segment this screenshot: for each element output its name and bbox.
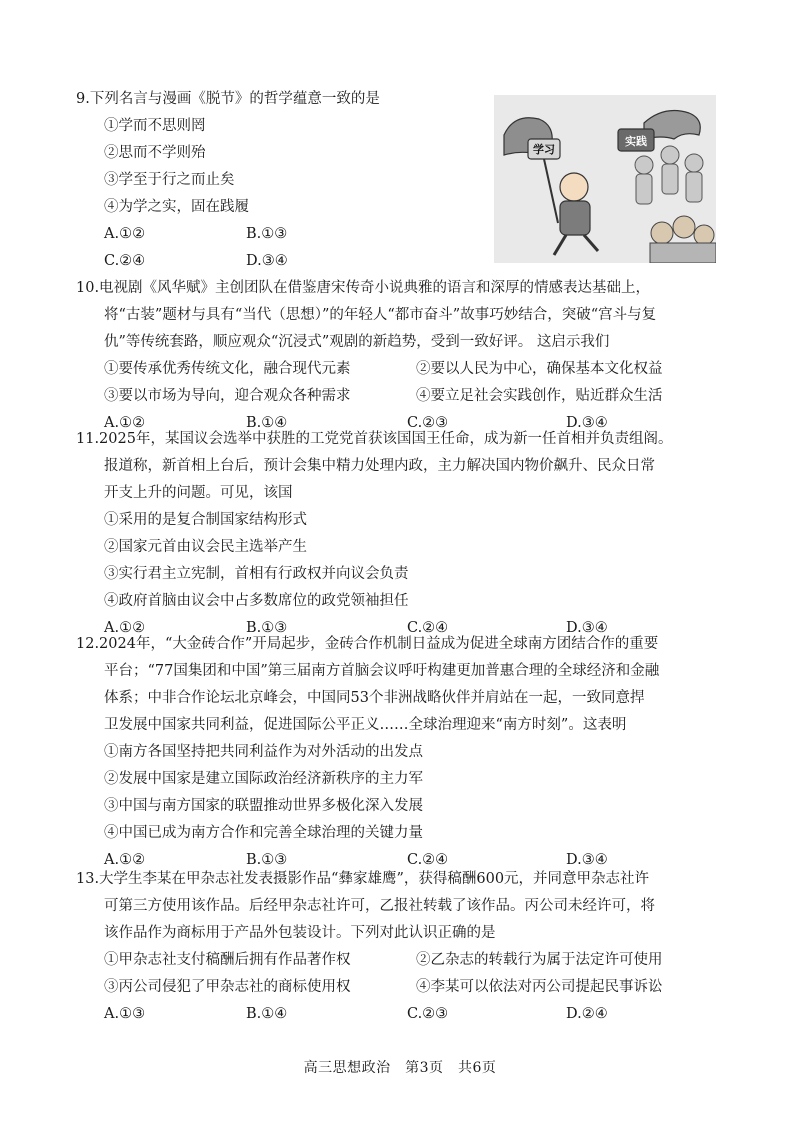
question-stem: 11.2025年，某国议会选举中获胜的工党党首获该国国王任命，成为新一任首相并负责组阁。 — [76, 431, 673, 447]
answer-a: A.①② — [104, 852, 146, 868]
statement-3: ③学至于行之而止矣 — [104, 172, 235, 188]
statement-2: ②思而不学则殆 — [104, 145, 206, 161]
cartoon-label-study: 学习 — [533, 143, 555, 156]
question-stem: 9.下列名言与漫画《脱节》的哲学蕴意一致的是 — [76, 91, 380, 107]
question-stem-line: 开支上升的问题。可见，该国 — [104, 485, 293, 501]
question-stem-line: 可第三方使用该作品。后经甲杂志社许可，乙报社转载了该作品。丙公司未经许可，将 — [104, 898, 655, 914]
statement-4: ④为学之实，固在践履 — [104, 199, 249, 215]
answer-a: A.①② — [104, 415, 146, 431]
question-stem-line: 仇”等传统套路，顺应观众“沉浸式”观剧的新趋势，受到一致好评。 这启示我们 — [104, 334, 610, 350]
question-stem: 12.2024年，“大金砖合作”开局起步，金砖合作机制日益成为促进全球南方团结合作的重要 — [76, 636, 659, 652]
question-stem: 10.电视剧《风华赋》主创团队在借鉴唐宋传奇小说典雅的语言和深厚的情感表达基础上， — [76, 280, 651, 296]
question-stem-line: 报道称，新首相上台后，预计会集中精力处理内政，主力解决国内物价飙升、民众日常 — [104, 458, 655, 474]
statement-3: ③实行君主立宪制，首相有行政权并向议会负责 — [104, 566, 409, 582]
answer-c: C.②④ — [407, 852, 449, 868]
statement-2: ②乙杂志的转载行为属于法定许可使用 — [416, 952, 663, 968]
answer-d: D.③④ — [566, 415, 608, 431]
answer-c: C.②④ — [104, 253, 146, 269]
statement-1: ①采用的是复合制国家结构形式 — [104, 512, 307, 528]
cartoon-label-practice: 实践 — [625, 135, 647, 148]
answer-b: B.①④ — [246, 1006, 288, 1022]
statement-4: ④要立足社会实践创作，贴近群众生活 — [416, 388, 663, 404]
question-stem-line: 该作品作为商标用于产品外包装设计。下列对此认识正确的是 — [104, 925, 496, 941]
statement-3: ③中国与南方国家的联盟推动世界多极化深入发展 — [104, 798, 423, 814]
cartoon-disconnect-illustration — [494, 95, 716, 263]
answer-d: D.③④ — [566, 620, 608, 636]
page-footer: 高三思想政治 第3页 共6页 — [303, 1060, 497, 1076]
question-stem: 13.大学生李某在甲杂志社发表摄影作品“彝家雄鹰”，获得稿酬600元，并同意甲杂志社许 — [76, 871, 650, 887]
answer-b: B.①③ — [246, 226, 288, 242]
answer-a: A.①③ — [104, 1006, 146, 1022]
statement-4: ④中国已成为南方合作和完善全球治理的关键力量 — [104, 825, 423, 841]
statement-1: ①学而不思则罔 — [104, 118, 206, 134]
answer-a: A.①② — [104, 620, 146, 636]
answer-c: C.②③ — [407, 1006, 449, 1022]
answer-c: C.②④ — [407, 620, 449, 636]
question-stem-line: 平台；“77国集团和中国”第三届南方首脑会议呼吁构建更加普惠合理的全球经济和金融 — [104, 663, 660, 679]
statement-2: ②国家元首由议会民主选举产生 — [104, 539, 307, 555]
question-stem-line: 体系；中非合作论坛北京峰会，中国同53个非洲战略伙伴并肩站在一起，一致同意捍 — [104, 690, 645, 706]
statement-3: ③要以市场为导向，迎合观众各种需求 — [104, 388, 351, 404]
answer-b: B.①④ — [246, 415, 288, 431]
answer-b: B.①③ — [246, 620, 288, 636]
answer-d: D.③④ — [566, 852, 608, 868]
question-stem-line: 卫发展中国家共同利益，促进国际公平正义……全球治理迎来“南方时刻”。这表明 — [104, 717, 627, 733]
answer-c: C.②③ — [407, 415, 449, 431]
answer-b: B.①③ — [246, 852, 288, 868]
statement-2: ②发展中国家是建立国际政治经济新秩序的主力军 — [104, 771, 423, 787]
statement-3: ③丙公司侵犯了甲杂志社的商标使用权 — [104, 979, 351, 995]
statement-4: ④政府首脑由议会中占多数席位的政党领袖担任 — [104, 593, 409, 609]
question-stem-line: 将“古装”题材与具有“当代（思想）”的年轻人“都市奋斗”故事巧妙结合，突破“宫斗与复 — [104, 307, 657, 323]
answer-d: D.③④ — [246, 253, 288, 269]
statement-4: ④李某可以依法对丙公司提起民事诉讼 — [416, 979, 663, 995]
answer-d: D.②④ — [566, 1006, 608, 1022]
statement-1: ①要传承优秀传统文化，融合现代元素 — [104, 361, 351, 377]
statement-2: ②要以人民为中心，确保基本文化权益 — [416, 361, 663, 377]
answer-a: A.①② — [104, 226, 146, 242]
statement-1: ①南方各国坚持把共同利益作为对外活动的出发点 — [104, 744, 423, 760]
statement-1: ①甲杂志社支付稿酬后拥有作品著作权 — [104, 952, 351, 968]
